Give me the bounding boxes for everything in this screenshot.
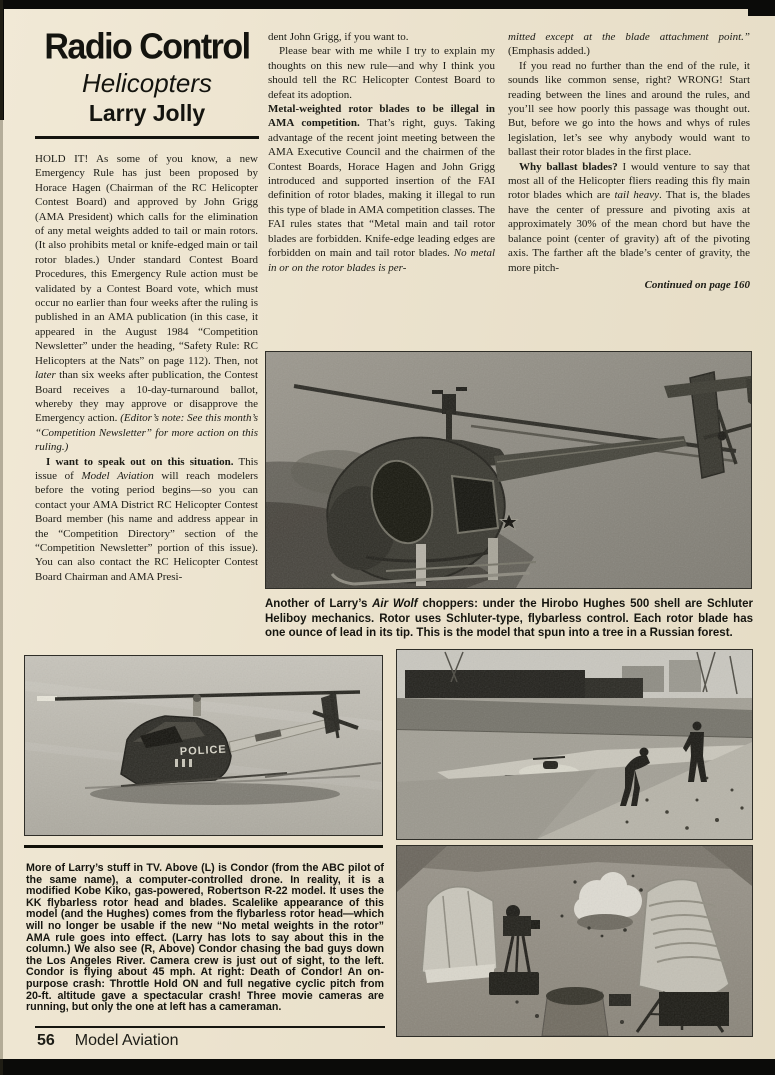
text-run: than six weeks after publication, the Contest Board receives a 10-day-turnaround ballot, whereby they may approve or disapprove the Emergency action. bbox=[35, 369, 258, 425]
scan-edge-bottom bbox=[0, 1059, 775, 1075]
text-run: (Editor’s note: See this month’s “Competition Newsletter” for more action on this ruling.) bbox=[35, 412, 258, 454]
text-run: I want to speak out on this situation. bbox=[46, 455, 234, 468]
text-run: Another of Larry’s bbox=[265, 598, 373, 610]
text-run: No metal in or on the rotor blades is per- bbox=[268, 247, 495, 274]
page-footer bbox=[37, 1032, 179, 1050]
text-column-2 bbox=[268, 30, 495, 352]
paragraph bbox=[508, 59, 750, 160]
text-run: tail heavy bbox=[614, 189, 659, 202]
page-subtitle: Helicopters bbox=[81, 68, 213, 98]
text-run: HOLD IT! As some of you know, a new Emergency Rule has just been proposed by Horace Hagen (Chairman of the RC Helicopter Contest Board) and approved by John Grigg (AMA President) which calls for the elimination of any metal weights added to tail or main rotors. (It also prohibits metal or knife-edged main or tail rotor blades.) Under standard Contest Board Procedures, this Emergency Rule action must be validated by a Contest Board vote, which must occur no earlier than four weeks after the ruling is published in an AMA publication (in this case, it appeared in the August 1984 “Competition Newsletter” under the heading, “Safety Rule: RC Helicopters at the Nats” on page 112). Then, not bbox=[35, 153, 258, 367]
text-run: Why ballast blades? bbox=[519, 160, 618, 173]
divider-rule bbox=[24, 845, 383, 848]
caption-condor-photos: More of Larry’s stuff in TV. Above (L) is Condor (from the ABC pilot of the same name), a computer-controlled drone. In reality, it is a modified Kobe Kiko, gas-powered, Robertson R-22 model. It uses the KK flybarless rotor head and blades. Scalelike appearance of this model (and the Hughes) comes from the flybarless rotor head—which will no longer be usable if the new “No metal weights in the rotor” AMA rule goes into effect. (Larry has lots to say about this in the column.) We also see (R, Above) Condor chasing the bad guys down the Los Angeles River. Camera crew is just out of sight, to the left. Condor is flying about 45 mph. At right: Death of Condor! An on-purpose crash: Throttle Hold ON and full negative cyclic pitch from 20-ft. altitude gave a spectacular crash! Three movie cameras are running, but only the one at left has a cameraman. bbox=[26, 862, 384, 1014]
continued-on-page-note: Continued on page 160 bbox=[644, 278, 750, 291]
text-run: I would venture to say that most all of the Helicopter fliers reading this fly main rotor blades which are bbox=[508, 160, 750, 202]
text-run: Metal-weighted rotor blades to be illegal in AMA competition. bbox=[268, 103, 495, 130]
text-run: Please bear with me while I try to explain my thoughts on this new rule—and why I think you should tell the RC Helicopter Contest Board to defeat its adoption. bbox=[268, 45, 495, 101]
condor-police-marking: POLICE bbox=[179, 743, 228, 758]
text-run: (Emphasis added.) bbox=[508, 45, 590, 58]
header-rule bbox=[35, 136, 259, 139]
desert-crash-illustration bbox=[397, 846, 752, 1036]
text-run: dent John Grigg, if you want to. bbox=[268, 31, 409, 43]
text-run: Model Aviation bbox=[81, 469, 154, 482]
paragraph bbox=[268, 102, 495, 275]
caption-hughes-photo bbox=[265, 597, 753, 641]
text-run: This issue of bbox=[35, 455, 258, 482]
footer-page-number: 56 bbox=[37, 1032, 55, 1049]
text-run: later bbox=[35, 369, 56, 382]
text-column-3 bbox=[508, 30, 750, 352]
footer-rule bbox=[35, 1026, 385, 1028]
author-byline: Larry Jolly bbox=[88, 100, 206, 126]
scan-edge-shade bbox=[0, 0, 3, 1075]
paragraph bbox=[508, 160, 750, 275]
column-header bbox=[35, 28, 259, 139]
page-title: Radio Control bbox=[44, 26, 250, 68]
paragraph bbox=[35, 152, 258, 455]
condor-illustration bbox=[25, 656, 382, 835]
photo-hughes-500-model bbox=[265, 351, 752, 589]
text-run: will reach modelers before the voting period begins—so you can contact your AMA District RC Helicopter Contest Board member (his name and address appear in the “Competition Directory” section of the “Competition Newsletter” portion of this issue). You can also contact the RC Helicopter Contest Board Chairman and AMA Presi- bbox=[35, 469, 258, 583]
paragraph bbox=[35, 455, 258, 585]
photo-la-river-chase bbox=[396, 649, 753, 840]
paragraph bbox=[268, 44, 495, 102]
text-run: mitted except at the blade attachment point.” bbox=[508, 31, 750, 43]
photo-condor-police-helicopter bbox=[24, 655, 383, 836]
text-column-1 bbox=[35, 152, 258, 654]
text-run: If you read no further than the end of the rule, it sounds like common sense, right? WRONG! Start reading between the lines and around the rules, and you’ll see how poorly this passage was thought out. But, before we go into the hows and whys of rules legislation, let’s see why anybody would want to ballast their rotor blades in the first place. bbox=[508, 59, 750, 159]
hughes-500-illustration bbox=[266, 352, 751, 588]
river-chase-illustration bbox=[397, 650, 752, 839]
text-run: That’s right, guys. Taking advantage of the recent joint meeting between the AMA Executive Council and the chairmen of the Contest Boards, Horace Hagen and John Grigg introduced and supported insertion of the FAI definition of rotor blades, making it illegal to run this type of blade in AMA competition classes. The FAI rules states that “Metal main and tail rotor blades are forbidden. Knife-edge leading edges are forbidden on main and tail rotor blades. bbox=[268, 117, 495, 260]
paragraph bbox=[268, 30, 495, 44]
text-run: choppers: under the Hirobo Hughes 500 shell are Schluter Heliboy mechanics. Rotor uses Schluter-type, flybarless control. Each rotor blade has one ounce of lead in its tip. This is the model that spun into a tree in a Russian forest. bbox=[265, 598, 754, 640]
photo-desert-crash bbox=[396, 845, 753, 1037]
scan-edge-top-right bbox=[748, 0, 775, 16]
text-run: Air Wolf bbox=[372, 598, 418, 610]
text-run: . That is, the blades have the center of pressure and pivoting axis at approximately 30% of the mean chord but have the balance point (center of gravity) aft of the pivoting axis. The farther aft the blade’s center of gravity, the more pitch- bbox=[508, 189, 750, 274]
scan-edge-top bbox=[0, 0, 775, 9]
paragraph bbox=[508, 30, 750, 59]
footer-magazine-name: Model Aviation bbox=[74, 1032, 179, 1049]
